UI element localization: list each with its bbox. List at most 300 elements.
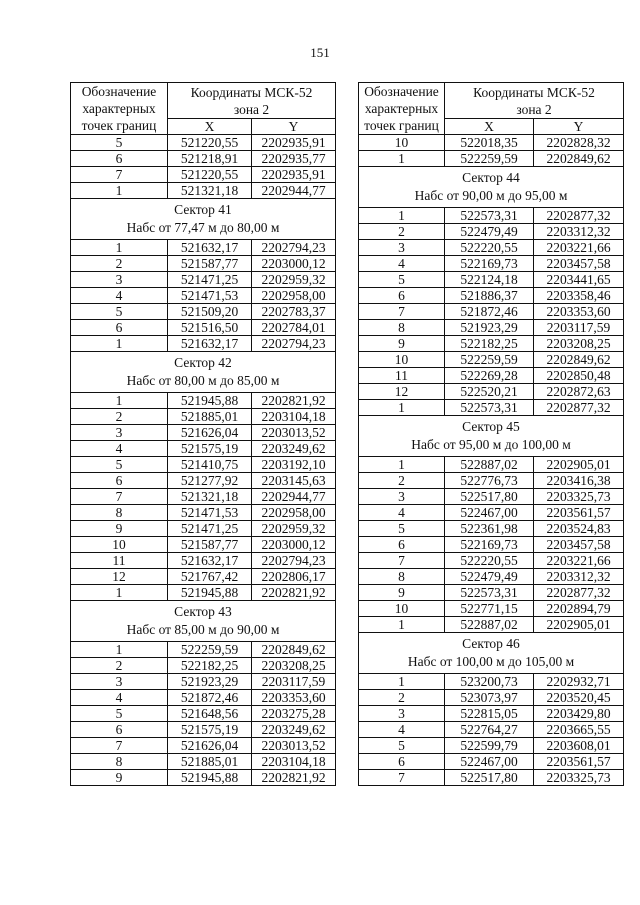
sector-header-row	[71, 352, 336, 393]
point-number: 6	[71, 151, 168, 167]
point-number: 2	[359, 473, 445, 489]
x-coordinate: 521945,88	[168, 585, 252, 601]
y-coordinate: 2203104,18	[252, 409, 336, 425]
sector-header-row	[359, 167, 624, 208]
table-row	[359, 336, 624, 352]
y-coordinate: 2202849,62	[534, 151, 624, 167]
header-line: характерных	[82, 101, 156, 116]
table-row	[359, 256, 624, 272]
point-number: 1	[359, 674, 445, 690]
sector-header	[359, 633, 624, 674]
point-number: 3	[359, 240, 445, 256]
y-coordinate: 2203208,25	[252, 658, 336, 674]
y-coordinate: 2203457,58	[534, 537, 624, 553]
table-row	[359, 585, 624, 601]
header-line: точек границ	[81, 118, 157, 133]
point-number: 4	[359, 505, 445, 521]
table-row	[71, 288, 336, 304]
point-number: 9	[71, 770, 168, 786]
point-number: 7	[359, 304, 445, 320]
sector-header	[71, 352, 336, 393]
y-coordinate: 2202872,63	[534, 384, 624, 400]
point-number: 6	[359, 288, 445, 304]
y-coordinate: 2202932,71	[534, 674, 624, 690]
x-coordinate: 521587,77	[168, 537, 252, 553]
table-row	[71, 167, 336, 183]
x-coordinate: 523200,73	[445, 674, 534, 690]
table-row	[71, 320, 336, 336]
y-coordinate: 2202849,62	[534, 352, 624, 368]
point-number: 6	[71, 473, 168, 489]
sector-header-row	[359, 633, 624, 674]
table-row	[359, 489, 624, 505]
coordinates-header	[445, 83, 624, 119]
y-coordinate: 2203520,45	[534, 690, 624, 706]
table-row	[359, 754, 624, 770]
point-label-header	[359, 83, 445, 135]
point-number: 3	[71, 272, 168, 288]
y-coordinate: 2203117,59	[252, 674, 336, 690]
x-coordinate: 522573,31	[445, 208, 534, 224]
y-header: Y	[252, 119, 336, 135]
table-row	[71, 585, 336, 601]
table-row	[359, 537, 624, 553]
x-coordinate: 522018,35	[445, 135, 534, 151]
sector-title: Сектор 44	[462, 170, 520, 185]
table-row	[359, 384, 624, 400]
y-coordinate: 2202877,32	[534, 585, 624, 601]
x-coordinate: 522259,59	[445, 352, 534, 368]
point-number: 8	[359, 320, 445, 336]
y-coordinate: 2202944,77	[252, 183, 336, 199]
table-row	[71, 409, 336, 425]
x-coordinate: 522169,73	[445, 537, 534, 553]
table-row	[71, 240, 336, 256]
x-coordinate: 521218,91	[168, 151, 252, 167]
point-number: 3	[359, 706, 445, 722]
y-coordinate: 2202935,77	[252, 151, 336, 167]
table-row	[359, 457, 624, 473]
page-number: 151	[310, 45, 330, 60]
x-coordinate: 522764,27	[445, 722, 534, 738]
table-body	[71, 135, 336, 786]
y-coordinate: 2203441,65	[534, 272, 624, 288]
sector-title: Сектор 42	[174, 355, 232, 370]
y-coordinate: 2202821,92	[252, 585, 336, 601]
x-coordinate: 521321,18	[168, 489, 252, 505]
sector-height-range: Набс от 90,00 м до 95,00 м	[414, 188, 568, 203]
y-coordinate: 2202944,77	[252, 489, 336, 505]
sector-header-row	[71, 601, 336, 642]
point-number: 5	[359, 521, 445, 537]
table-row	[71, 336, 336, 352]
y-coordinate: 2203221,66	[534, 240, 624, 256]
table-row	[71, 473, 336, 489]
y-coordinate: 2203312,32	[534, 224, 624, 240]
x-coordinate: 521945,88	[168, 770, 252, 786]
point-number: 1	[71, 336, 168, 352]
point-number: 5	[71, 135, 168, 151]
table-row	[71, 441, 336, 457]
x-header: X	[168, 119, 252, 135]
x-header: X	[445, 119, 534, 135]
x-coordinate: 522771,15	[445, 601, 534, 617]
y-coordinate: 2202849,62	[252, 642, 336, 658]
header-line: зона 2	[233, 101, 270, 117]
table-row	[71, 425, 336, 441]
point-number: 1	[71, 393, 168, 409]
point-number: 1	[71, 240, 168, 256]
y-coordinate: 2203353,60	[252, 690, 336, 706]
table-row	[359, 521, 624, 537]
y-coordinate: 2203249,62	[252, 722, 336, 738]
point-number: 5	[71, 457, 168, 473]
point-number: 2	[71, 409, 168, 425]
x-coordinate: 522259,59	[445, 151, 534, 167]
x-coordinate: 522573,31	[445, 400, 534, 416]
x-coordinate: 521885,01	[168, 409, 252, 425]
y-coordinate: 2202850,48	[534, 368, 624, 384]
table-row	[71, 393, 336, 409]
point-number: 2	[359, 690, 445, 706]
y-coordinate: 2202821,92	[252, 393, 336, 409]
x-coordinate: 522259,59	[168, 642, 252, 658]
table-row	[71, 642, 336, 658]
x-coordinate: 522124,18	[445, 272, 534, 288]
point-number: 7	[359, 553, 445, 569]
x-coordinate: 521587,77	[168, 256, 252, 272]
coordinates-header	[168, 83, 336, 119]
y-coordinate: 2203561,57	[534, 754, 624, 770]
point-number: 4	[71, 690, 168, 706]
table-row	[359, 770, 624, 786]
x-coordinate: 521767,42	[168, 569, 252, 585]
point-number: 1	[359, 457, 445, 473]
y-coordinate: 2203145,63	[252, 473, 336, 489]
point-number: 1	[71, 183, 168, 199]
table-row	[359, 224, 624, 240]
y-coordinate: 2203429,80	[534, 706, 624, 722]
table-row	[359, 400, 624, 416]
y-header: Y	[534, 119, 624, 135]
table-header	[71, 83, 336, 135]
x-coordinate: 522520,21	[445, 384, 534, 400]
table-row	[71, 722, 336, 738]
table-row	[71, 674, 336, 690]
table-row	[359, 601, 624, 617]
point-number: 2	[359, 224, 445, 240]
y-coordinate: 2203104,18	[252, 754, 336, 770]
y-coordinate: 2203665,55	[534, 722, 624, 738]
sector-header-row	[71, 199, 336, 240]
x-coordinate: 522169,73	[445, 256, 534, 272]
y-coordinate: 2202905,01	[534, 617, 624, 633]
x-coordinate: 521885,01	[168, 754, 252, 770]
table-row	[71, 505, 336, 521]
x-coordinate: 521471,25	[168, 521, 252, 537]
x-coordinate: 522479,49	[445, 569, 534, 585]
point-label-header	[71, 83, 168, 135]
point-number: 3	[71, 425, 168, 441]
x-coordinate: 521277,92	[168, 473, 252, 489]
header-line: Координаты МСК-52	[473, 84, 595, 100]
header-line: Координаты МСК-52	[190, 84, 313, 100]
point-number: 12	[359, 384, 445, 400]
header-line: точек границ	[364, 118, 439, 133]
table-row	[359, 151, 624, 167]
y-coordinate: 2202821,92	[252, 770, 336, 786]
y-coordinate: 2202958,00	[252, 288, 336, 304]
x-coordinate: 521220,55	[168, 167, 252, 183]
sector-height-range: Набс от 80,00 м до 85,00 м	[126, 373, 280, 388]
x-coordinate: 521471,53	[168, 505, 252, 521]
point-number: 7	[71, 738, 168, 754]
x-coordinate: 522182,25	[445, 336, 534, 352]
table-row	[359, 706, 624, 722]
point-number: 2	[71, 658, 168, 674]
table-row	[359, 272, 624, 288]
point-number: 1	[359, 617, 445, 633]
sector-height-range: Набс от 85,00 м до 90,00 м	[126, 622, 280, 637]
y-coordinate: 2202877,32	[534, 400, 624, 416]
table-row	[359, 569, 624, 585]
point-number: 8	[359, 569, 445, 585]
y-coordinate: 2203358,46	[534, 288, 624, 304]
sector-title: Сектор 45	[462, 419, 520, 434]
header-line: Обозначение	[364, 84, 439, 99]
x-coordinate: 522517,80	[445, 770, 534, 786]
sector-header	[71, 199, 336, 240]
point-number: 4	[359, 722, 445, 738]
header-line: зона 2	[516, 101, 552, 117]
point-number: 1	[71, 642, 168, 658]
table-row	[71, 738, 336, 754]
point-number: 9	[359, 585, 445, 601]
x-coordinate: 522467,00	[445, 505, 534, 521]
x-coordinate: 522573,31	[445, 585, 534, 601]
y-coordinate: 2202828,32	[534, 135, 624, 151]
point-number: 4	[359, 256, 445, 272]
table-row	[71, 553, 336, 569]
table-row	[359, 352, 624, 368]
table-row	[71, 569, 336, 585]
sector-header-row	[359, 416, 624, 457]
point-number: 1	[71, 585, 168, 601]
y-coordinate: 2202905,01	[534, 457, 624, 473]
point-number: 8	[71, 754, 168, 770]
x-coordinate: 522479,49	[445, 224, 534, 240]
y-coordinate: 2202877,32	[534, 208, 624, 224]
x-coordinate: 521872,46	[168, 690, 252, 706]
point-number: 4	[71, 441, 168, 457]
table-row	[71, 151, 336, 167]
x-coordinate: 521632,17	[168, 240, 252, 256]
table-header	[359, 83, 624, 135]
y-coordinate: 2203000,12	[252, 256, 336, 272]
y-coordinate: 2202794,23	[252, 240, 336, 256]
table-row	[359, 553, 624, 569]
point-number: 9	[71, 521, 168, 537]
table-row	[359, 473, 624, 489]
x-coordinate: 521945,88	[168, 393, 252, 409]
point-number: 12	[71, 569, 168, 585]
table-row	[71, 658, 336, 674]
x-coordinate: 521632,17	[168, 336, 252, 352]
y-coordinate: 2203221,66	[534, 553, 624, 569]
point-number: 1	[359, 400, 445, 416]
point-number: 1	[359, 208, 445, 224]
table-row	[359, 617, 624, 633]
sector-header	[359, 167, 624, 208]
sector-title: Сектор 43	[174, 604, 232, 619]
x-coordinate: 521872,46	[445, 304, 534, 320]
table-row	[71, 256, 336, 272]
y-coordinate: 2202894,79	[534, 601, 624, 617]
table-row	[359, 674, 624, 690]
sector-height-range: Набс от 95,00 м до 100,00 м	[411, 437, 571, 452]
x-coordinate: 521509,20	[168, 304, 252, 320]
header-line: характерных	[364, 101, 439, 116]
table-row	[359, 135, 624, 151]
x-coordinate: 521632,17	[168, 553, 252, 569]
sector-title: Сектор 46	[462, 636, 520, 651]
table-row	[71, 304, 336, 320]
table-row	[71, 489, 336, 505]
x-coordinate: 521626,04	[168, 425, 252, 441]
point-number: 10	[359, 352, 445, 368]
point-number: 11	[359, 368, 445, 384]
y-coordinate: 2202959,32	[252, 521, 336, 537]
y-coordinate: 2203013,52	[252, 738, 336, 754]
x-coordinate: 522220,55	[445, 553, 534, 569]
y-coordinate: 2203524,83	[534, 521, 624, 537]
table-row	[71, 457, 336, 473]
x-coordinate: 521575,19	[168, 441, 252, 457]
table-row	[359, 690, 624, 706]
point-number: 7	[359, 770, 445, 786]
point-number: 6	[359, 754, 445, 770]
point-number: 5	[359, 272, 445, 288]
y-coordinate: 2202784,01	[252, 320, 336, 336]
y-coordinate: 2203608,01	[534, 738, 624, 754]
x-coordinate: 522776,73	[445, 473, 534, 489]
table-row	[71, 754, 336, 770]
table-body	[359, 135, 624, 786]
table-row	[359, 240, 624, 256]
y-coordinate: 2203117,59	[534, 320, 624, 336]
x-coordinate: 522887,02	[445, 457, 534, 473]
point-number: 5	[71, 304, 168, 320]
table-row	[71, 690, 336, 706]
x-coordinate: 522599,79	[445, 738, 534, 754]
y-coordinate: 2203457,58	[534, 256, 624, 272]
point-number: 6	[359, 537, 445, 553]
y-coordinate: 2202806,17	[252, 569, 336, 585]
left-coordinates-table	[70, 82, 336, 786]
y-coordinate: 2203353,60	[534, 304, 624, 320]
y-coordinate: 2202794,23	[252, 336, 336, 352]
y-coordinate: 2202959,32	[252, 272, 336, 288]
sector-height-range: Набс от 100,00 м до 105,00 м	[407, 654, 575, 669]
x-coordinate: 521471,25	[168, 272, 252, 288]
x-coordinate: 521321,18	[168, 183, 252, 199]
sector-header	[71, 601, 336, 642]
point-number: 7	[71, 167, 168, 183]
y-coordinate: 2203325,73	[534, 770, 624, 786]
sector-header	[359, 416, 624, 457]
x-coordinate: 521626,04	[168, 738, 252, 754]
table-row	[359, 208, 624, 224]
table-row	[359, 505, 624, 521]
x-coordinate: 521923,29	[445, 320, 534, 336]
table-row	[359, 368, 624, 384]
y-coordinate: 2203208,25	[534, 336, 624, 352]
y-coordinate: 2203000,12	[252, 537, 336, 553]
point-number: 1	[359, 151, 445, 167]
table-row	[71, 521, 336, 537]
x-coordinate: 521886,37	[445, 288, 534, 304]
table-row	[359, 320, 624, 336]
table-row	[71, 183, 336, 199]
y-coordinate: 2203192,10	[252, 457, 336, 473]
x-coordinate: 521410,75	[168, 457, 252, 473]
y-coordinate: 2203013,52	[252, 425, 336, 441]
y-coordinate: 2203312,32	[534, 569, 624, 585]
x-coordinate: 522269,28	[445, 368, 534, 384]
y-coordinate: 2202958,00	[252, 505, 336, 521]
y-coordinate: 2203325,73	[534, 489, 624, 505]
x-coordinate: 522887,02	[445, 617, 534, 633]
point-number: 3	[71, 674, 168, 690]
point-number: 6	[71, 320, 168, 336]
point-number: 11	[71, 553, 168, 569]
right-coordinates-table	[358, 82, 624, 786]
table-row	[359, 738, 624, 754]
y-coordinate: 2203561,57	[534, 505, 624, 521]
x-coordinate: 521648,56	[168, 706, 252, 722]
table-row	[359, 722, 624, 738]
point-number: 9	[359, 336, 445, 352]
y-coordinate: 2202794,23	[252, 553, 336, 569]
x-coordinate: 521220,55	[168, 135, 252, 151]
table-row	[359, 288, 624, 304]
x-coordinate: 522815,05	[445, 706, 534, 722]
x-coordinate: 522182,25	[168, 658, 252, 674]
point-number: 8	[71, 505, 168, 521]
header-line: Обозначение	[81, 84, 157, 99]
y-coordinate: 2203249,62	[252, 441, 336, 457]
x-coordinate: 522361,98	[445, 521, 534, 537]
x-coordinate: 521471,53	[168, 288, 252, 304]
x-coordinate: 523073,97	[445, 690, 534, 706]
y-coordinate: 2202935,91	[252, 135, 336, 151]
y-coordinate: 2202783,37	[252, 304, 336, 320]
x-coordinate: 521575,19	[168, 722, 252, 738]
point-number: 5	[71, 706, 168, 722]
table-row	[359, 304, 624, 320]
point-number: 2	[71, 256, 168, 272]
y-coordinate: 2203416,38	[534, 473, 624, 489]
sector-height-range: Набс от 77,47 м до 80,00 м	[126, 220, 280, 235]
point-number: 5	[359, 738, 445, 754]
point-number: 6	[71, 722, 168, 738]
y-coordinate: 2202935,91	[252, 167, 336, 183]
x-coordinate: 521923,29	[168, 674, 252, 690]
point-number: 3	[359, 489, 445, 505]
x-coordinate: 522220,55	[445, 240, 534, 256]
point-number: 10	[359, 601, 445, 617]
point-number: 7	[71, 489, 168, 505]
